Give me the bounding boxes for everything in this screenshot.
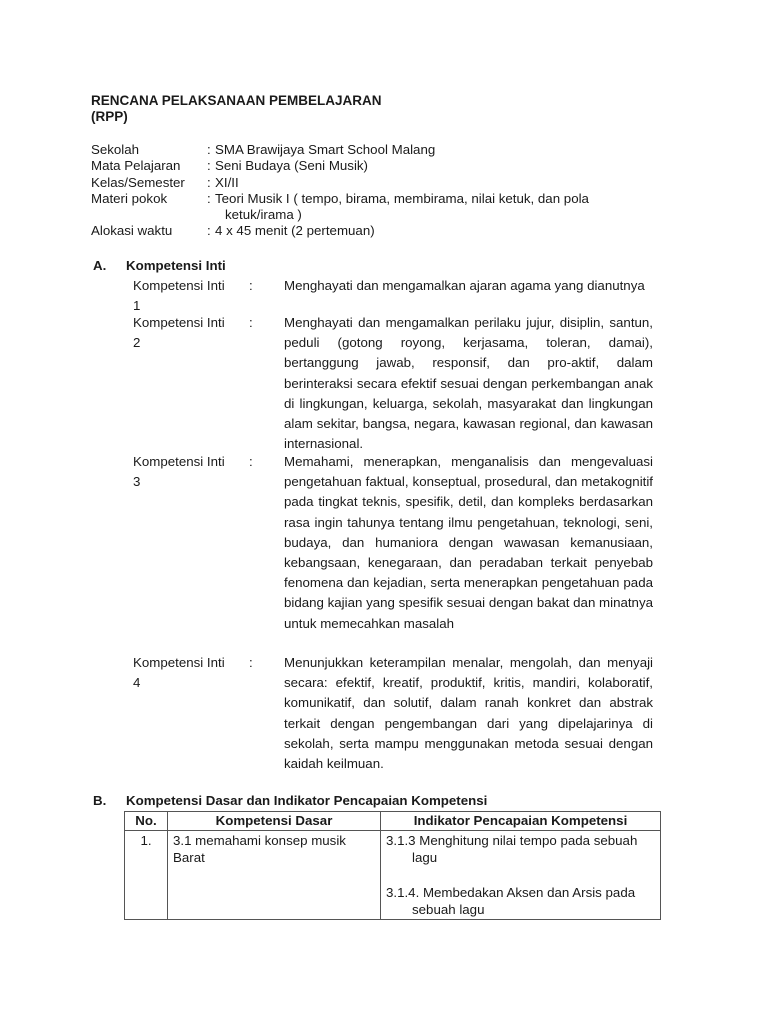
kompetensi-inti-3 xyxy=(133,452,653,634)
title-line-2: (RPP) xyxy=(91,109,128,124)
ki-label xyxy=(133,313,249,454)
header-indikator: Indikator Pencapaian Kompetensi xyxy=(381,812,661,831)
kompetensi-inti-2 xyxy=(133,313,653,454)
ki-colon: : xyxy=(249,278,253,293)
ki-text: Menghayati dan mengamalkan ajaran agama yang dianutnya xyxy=(284,278,645,293)
ki-label xyxy=(133,452,249,634)
ki-colon: : xyxy=(249,454,253,469)
ki-colon: : xyxy=(249,655,253,670)
meta-row-class xyxy=(91,175,645,191)
ki-text: Menghayati dan mengamalkan perilaku jujur, disiplin, santun, peduli (gotong royong, kerjasama, toleran, damai), bertanggung jawab, responsif, dan pro-aktif, dalam berinteraksi secara efektif sesuai dengan perkembangan anak di lingkungan, keluarga, sekolah, masyarakat dan lingkungan alam sekitar, bangsa, negara, kawasan regional, dan kawasan internasional. xyxy=(284,315,653,452)
section-a-heading xyxy=(93,258,226,275)
ki-label-line: Kompetensi Inti xyxy=(133,315,225,330)
identity-block xyxy=(91,142,645,240)
ki-label-line: Kompetensi Inti xyxy=(133,655,225,670)
meta-row-time xyxy=(91,223,645,239)
meta-value xyxy=(215,191,645,224)
cell-indikator xyxy=(381,831,661,920)
section-b-heading xyxy=(93,793,487,810)
ki-label-line: Kompetensi Inti xyxy=(133,454,225,469)
ki-label-number: 3 xyxy=(133,474,141,489)
ki-label-number: 2 xyxy=(133,335,141,350)
meta-row-school xyxy=(91,142,645,158)
section-title: Kompetensi Dasar dan Indikator Pencapaian Kompetensi xyxy=(126,793,488,808)
meta-value: 4 x 45 menit (2 pertemuan) xyxy=(215,223,375,239)
meta-value-continuation: ketuk/irama ) xyxy=(225,207,302,223)
kompetensi-inti-1 xyxy=(133,276,653,316)
ki-text: Menunjukkan keterampilan menalar, mengolah, dan menyaji secara: efektif, kreatif, produktif, kritis, mandiri, kolaboratif, komunikatif, dan solutif, dalam ranah konkret dan abstrak terkait dengan pengembangan dari yang dipelajarinya di sekolah, serta mampu menggunakan metoda sesuai dengan kaidah keilmuan. xyxy=(284,655,653,772)
header-no: No. xyxy=(125,812,168,831)
meta-separator: : xyxy=(207,158,211,174)
meta-separator: : xyxy=(207,190,211,206)
section-title: Kompetensi Inti xyxy=(126,258,226,273)
meta-label: Alokasi waktu xyxy=(91,223,173,239)
indicator-item: 3.1.4. Membedakan Aksen dan Arsis pada sebuah lagu xyxy=(386,885,636,917)
meta-value: SMA Brawijaya Smart School Malang xyxy=(215,142,436,157)
table-row xyxy=(125,831,661,920)
meta-row-topic xyxy=(91,191,645,224)
meta-label: Materi pokok xyxy=(91,190,168,206)
document-title xyxy=(91,93,382,125)
cell-no: 1. xyxy=(125,831,168,920)
ki-label xyxy=(133,653,249,774)
ki-label-number: 1 xyxy=(133,298,141,313)
section-letter: A. xyxy=(93,258,107,273)
meta-row-subject xyxy=(91,158,645,174)
ki-label xyxy=(133,276,249,316)
meta-value-line: Teori Musik I ( tempo, birama, membirama, nilai ketuk, dan pola xyxy=(215,190,589,206)
indicator-spacer xyxy=(386,866,655,884)
table-header-row xyxy=(125,812,661,831)
ki-label-line: Kompetensi Inti xyxy=(133,278,225,293)
meta-value: Seni Budaya (Seni Musik) xyxy=(215,158,368,174)
ki-label-number: 4 xyxy=(133,675,141,690)
ki-text: Memahami, menerapkan, menganalisis dan mengevaluasi pengetahuan faktual, konseptual, prosedural, dan metakognitif pada tingkat teknis, spesifik, detil, dan kompleks berdasarkan rasa ingin tahunya tentang ilmu pengetahuan, teknologi, seni, budaya, dan humaniora dengan wawasan kemanusiaan, kebangsaan, kenegaraan, dan peradaban terkait penyebab fenomena dan kejadian, serta menerapkan pengetahuan pada bidang kajian yang spesifik sesuai dengan bakat dan minatnya untuk memecahkan masalah xyxy=(284,454,653,631)
meta-separator: : xyxy=(207,142,211,157)
meta-separator: : xyxy=(207,223,211,239)
meta-value: XI/II xyxy=(215,174,239,190)
kompetensi-dasar-table xyxy=(124,811,661,920)
kompetensi-inti-4 xyxy=(133,653,653,774)
meta-label: Mata Pelajaran xyxy=(91,158,181,174)
cell-kompetensi-dasar: 3.1 memahami konsep musik Barat xyxy=(168,831,381,920)
meta-separator: : xyxy=(207,174,211,190)
title-line-1: RENCANA PELAKSANAAN PEMBELAJARAN xyxy=(91,93,382,108)
header-kompetensi-dasar: Kompetensi Dasar xyxy=(168,812,381,831)
ki-colon: : xyxy=(249,315,253,330)
section-letter: B. xyxy=(93,793,107,808)
meta-label: Sekolah xyxy=(91,142,140,157)
meta-label: Kelas/Semester xyxy=(91,174,185,190)
indicator-item: 3.1.3 Menghitung nilai tempo pada sebuah lagu xyxy=(386,833,638,865)
